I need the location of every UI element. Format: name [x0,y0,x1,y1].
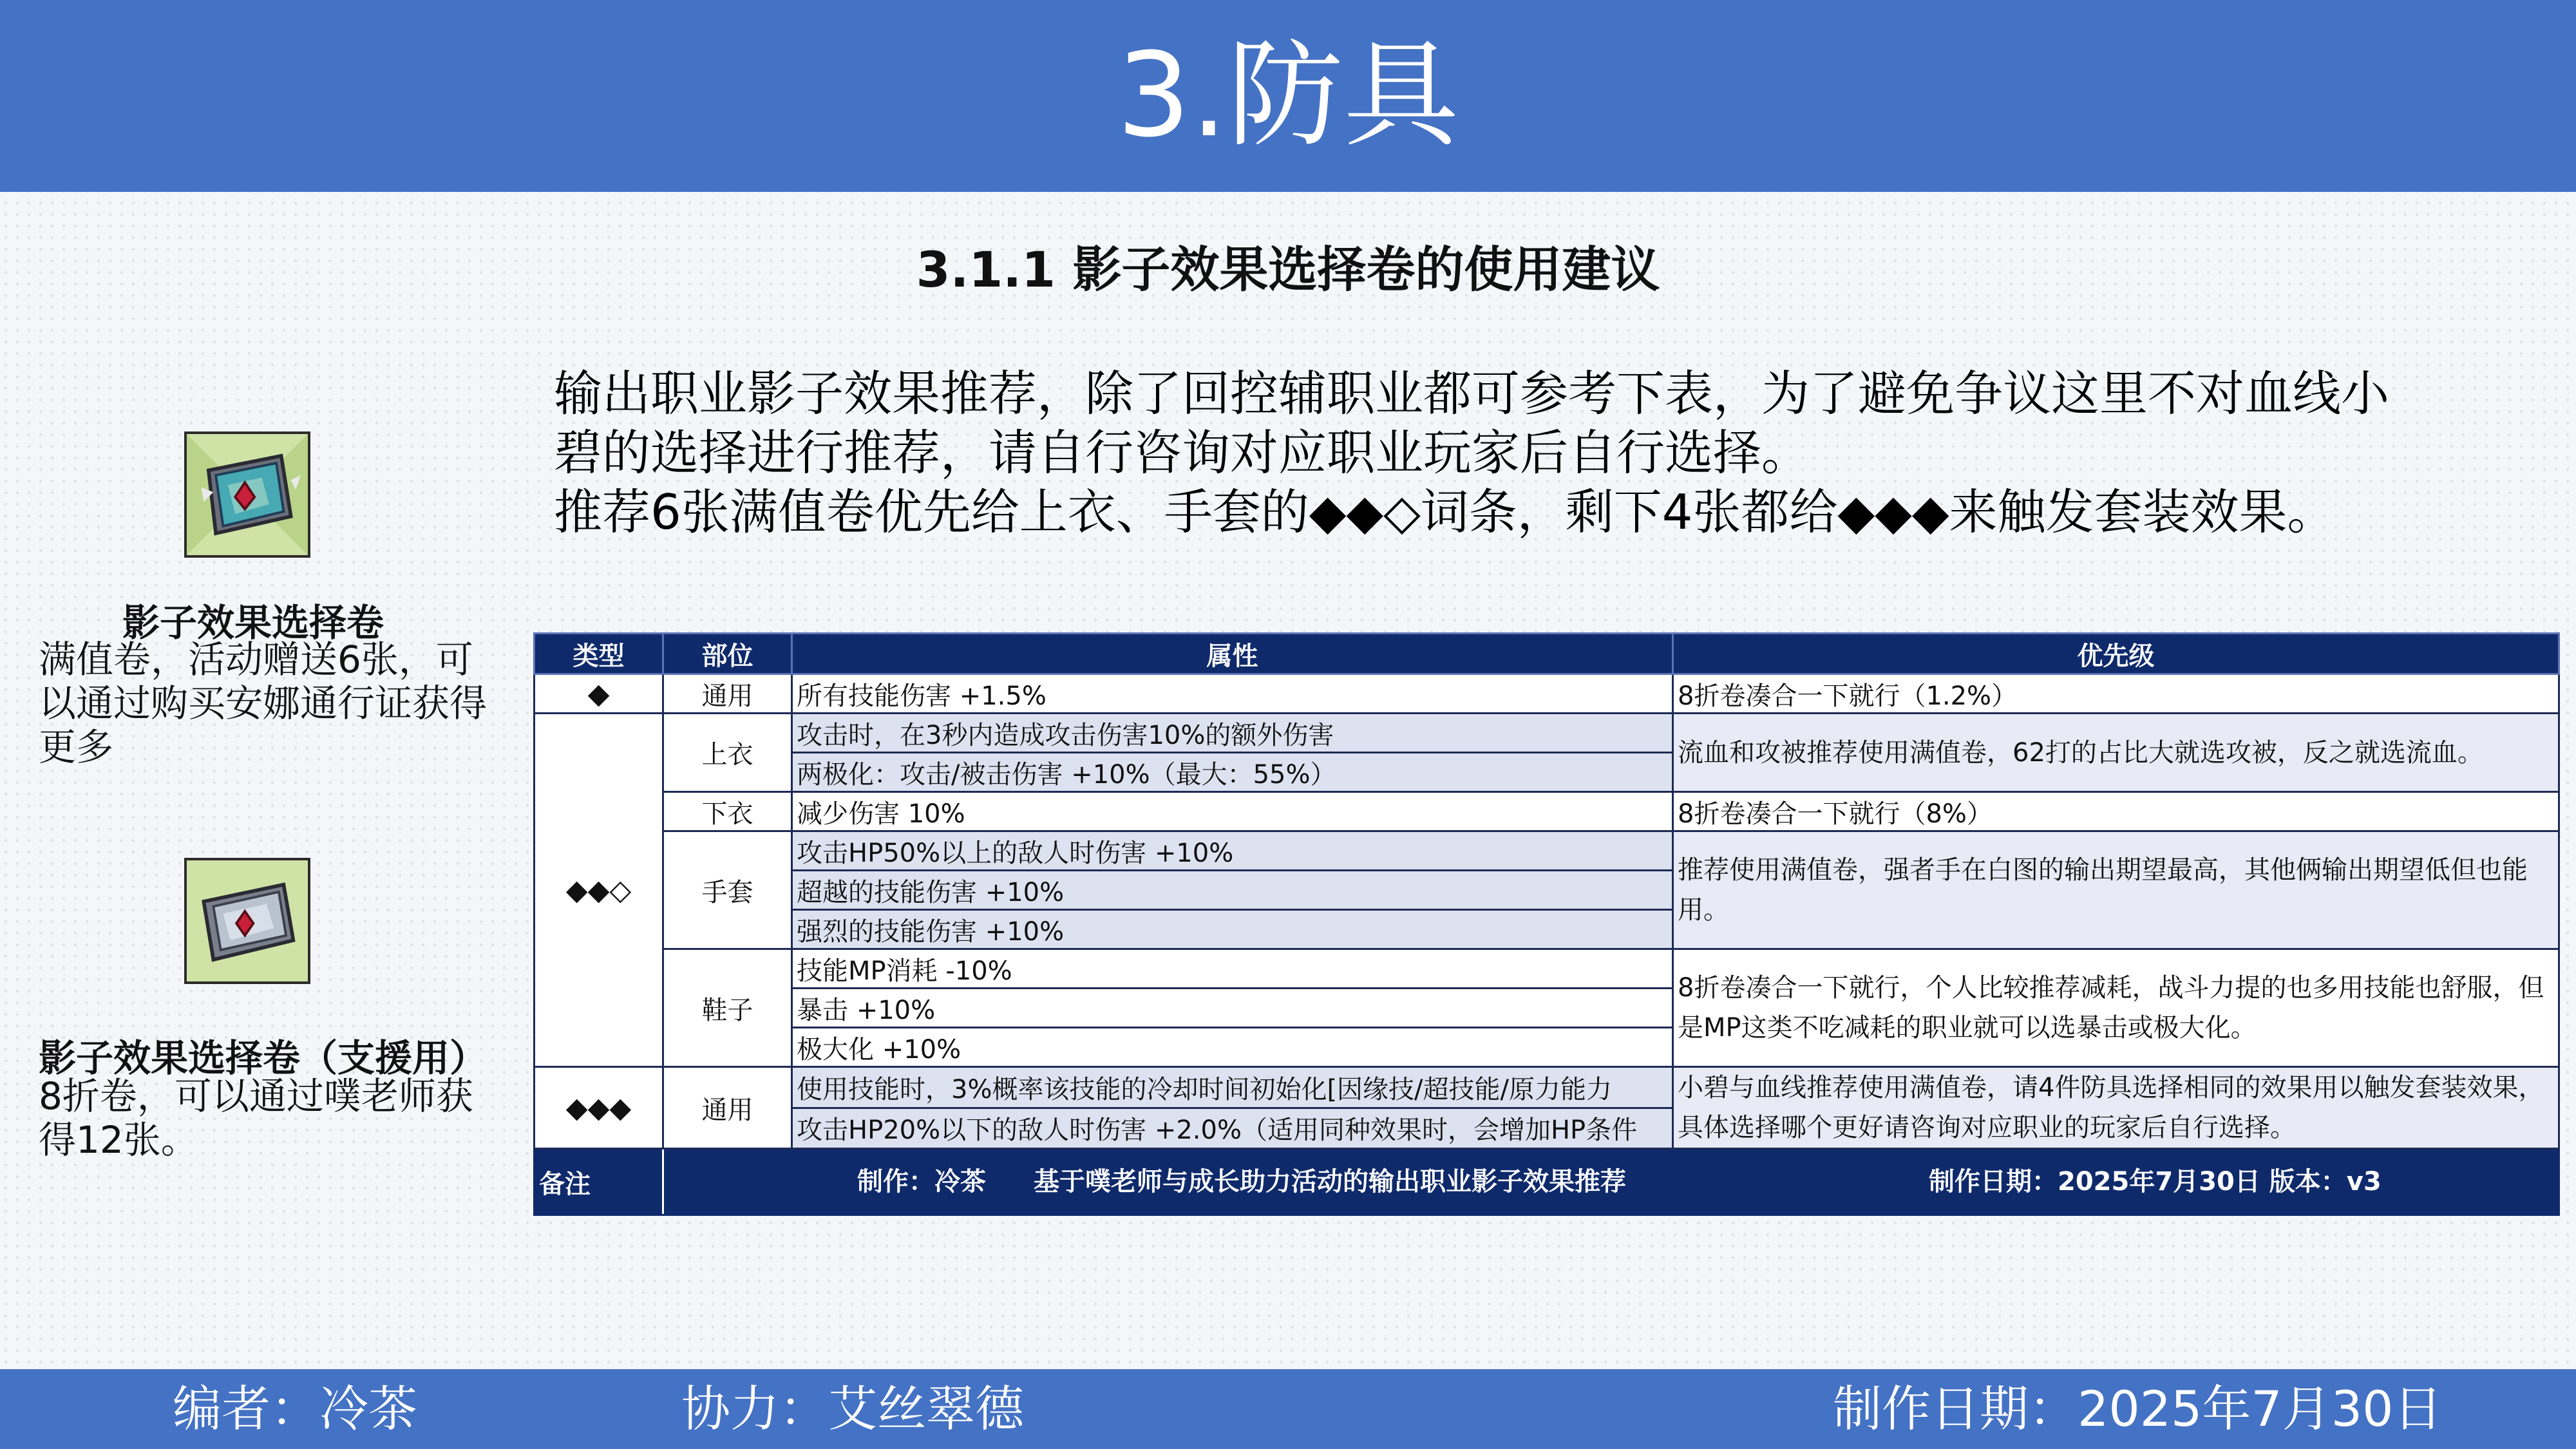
column-header-part: 部位 [663,634,792,674]
table-row [535,792,2559,831]
item-name: 影子效果选择卷 [122,601,384,645]
attribute-cell: 两极化：攻击/被击伤害 +10%（最大：55%） [792,753,1673,792]
priority-cell: 小碧与血线推荐使用满值卷，请4件防具选择相同的效果用以触发套装效果，具体选择哪个更好请咨询对应职业的玩家后自行选择。 [1673,1067,2559,1149]
footer-date-version: 制作日期：2025年7月30日 版本：v3 [1929,1167,2382,1197]
part-cell: 鞋子 [663,949,792,1067]
type-symbol: ◆◆◇ [535,714,663,1067]
creation-date: 制作日期：2025年7月30日 [1833,1380,2443,1437]
table-footer-row [535,1149,2559,1215]
intro-line: 碧的选择进行推荐，请自行咨询对应职业玩家后自行选择。 [554,424,1810,481]
table-row [535,674,2559,714]
intro-line: 输出职业影子效果推荐，除了回控辅职业都可参考下表，为了避免争议这里不对血线小 [554,365,2390,422]
part-cell: 通用 [663,674,792,714]
attribute-cell: 所有技能伤害 +1.5% [792,674,1673,714]
part-cell: 手套 [663,831,792,949]
attribute-cell: 使用技能时，3%概率该技能的冷却时间初始化[因缘技/超技能/原力能力 [792,1067,1673,1108]
intro-text [554,364,2550,542]
attribute-cell: 减少伤害 10% [792,792,1673,831]
attribute-cell: 攻击HP20%以下的敌人时伤害 +2.0%（适用同种效果时，会增加HP条件 [792,1108,1673,1149]
intro-line: 推荐6张满值卷优先给上衣、手套的◆◆◇词条，剩下4张都给◆◆◆来触发套装效果。 [554,484,2336,540]
item-name: 影子效果选择卷（支援用） [39,1036,488,1080]
priority-cell: 推荐使用满值卷，强者手在白图的输出期望最高，其他俩输出期望低但也能用。 [1673,831,2559,949]
table-row [535,949,2559,989]
footer-basis: 基于噗老师与成长助力活动的输出职业影子效果推荐 [1034,1167,1626,1197]
section-title: 3.1.1 影子效果选择卷的使用建议 [916,241,1660,298]
priority-cell: 流血和攻被推荐使用满值卷，62打的占比大就选攻被，反之就选流血。 [1673,714,2559,792]
attribute-cell: 技能MP消耗 -10% [792,949,1673,989]
part-cell: 通用 [663,1067,792,1149]
attribute-cell: 攻击HP50%以上的敌人时伤害 +10% [792,831,1673,871]
scroll-card-icon [184,431,310,558]
collaborator-credit: 协力：艾丝翠德 [681,1380,1024,1437]
priority-cell: 8折卷凑合一下就行（1.2%） [1673,674,2559,714]
column-header-attribute: 属性 [792,634,1673,674]
part-cell: 下衣 [663,792,792,831]
table-row [535,714,2559,753]
table-header-row [535,634,2559,674]
type-symbol: ◆ [535,674,663,714]
table-row [535,831,2559,871]
footer-maker: 制作：冷茶 [857,1167,986,1197]
table-row [535,1067,2559,1108]
attribute-cell: 强烈的技能伤害 +10% [792,910,1673,949]
attribute-cell: 暴击 +10% [792,989,1673,1028]
priority-cell: 8折卷凑合一下就行，个人比较推荐减耗，战斗力提的也多用技能也舒服，但是MP这类不吃减耗的职业就可以选暴击或极大化。 [1673,949,2559,1067]
attribute-cell: 极大化 +10% [792,1028,1673,1067]
item-description: 满值卷，活动赠送6张，可以通过购买安娜通行证获得更多 [39,638,488,769]
footer-notes [663,1149,2559,1215]
attribute-cell: 攻击时，在3秒内造成攻击伤害10%的额外伤害 [792,714,1673,753]
column-header-priority: 优先级 [1673,634,2559,674]
editor-credit: 编者：冷茶 [173,1380,417,1437]
attribute-cell: 超越的技能伤害 +10% [792,871,1673,910]
footer-label: 备注 [535,1149,663,1215]
scroll-card-support-icon [184,858,310,984]
column-header-type: 类型 [535,634,663,674]
page-title: 3.防具 [1117,28,1459,163]
part-cell: 上衣 [663,714,792,792]
priority-cell: 8折卷凑合一下就行（8%） [1673,792,2559,831]
item-description: 8折卷，可以通过噗老师获得12张。 [39,1074,473,1162]
recommendation-table [533,632,2560,1216]
type-symbol: ◆◆◆ [535,1067,663,1149]
